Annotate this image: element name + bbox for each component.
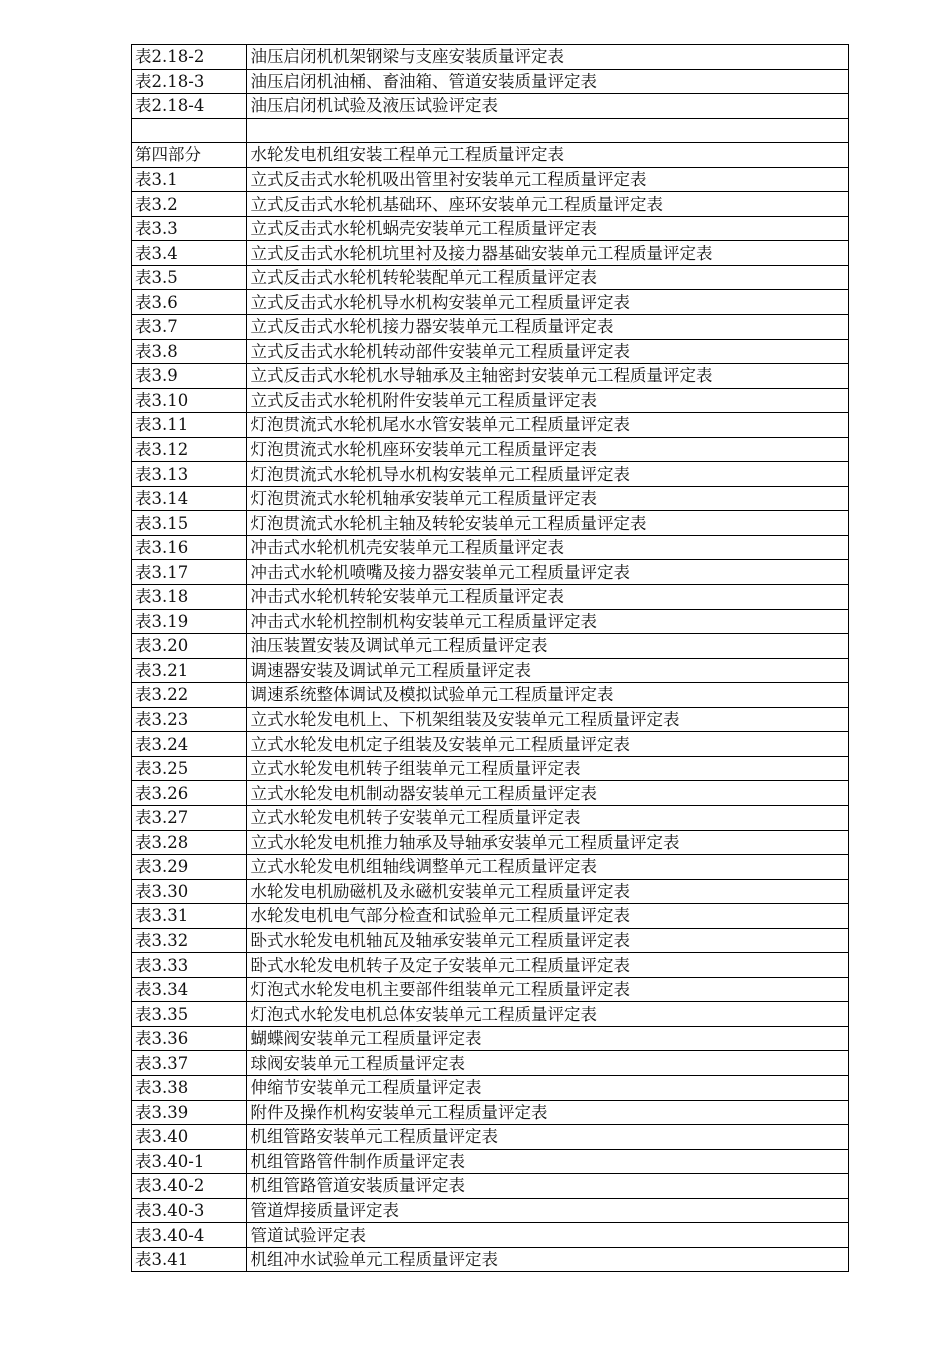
form-code-cell: 表3.20 (132, 634, 246, 659)
form-code-cell: 表3.34 (132, 977, 246, 1002)
form-code-cell: 表3.9 (132, 364, 246, 389)
form-title-cell: 立式水轮发电机转子组装单元工程质量评定表 (246, 756, 848, 781)
table-row (132, 1149, 848, 1174)
form-title-cell: 立式反击式水轮机转动部件安装单元工程质量评定表 (246, 339, 848, 364)
form-title-cell: 油压装置安装及调试单元工程质量评定表 (246, 634, 848, 659)
form-title-cell: 机组管路管件制作质量评定表 (246, 1149, 848, 1174)
table-row (132, 904, 848, 929)
form-title-cell: 灯泡贯流式水轮机主轴及转轮安装单元工程质量评定表 (246, 511, 848, 536)
table-row (132, 388, 848, 413)
form-code-cell: 表3.29 (132, 855, 246, 880)
table-row (132, 609, 848, 634)
form-title-cell: 立式反击式水轮机接力器安装单元工程质量评定表 (246, 315, 848, 340)
form-title-cell: 管道试验评定表 (246, 1223, 848, 1248)
table-row (132, 241, 848, 266)
table-row (132, 805, 848, 830)
form-title-cell: 伸缩节安装单元工程质量评定表 (246, 1075, 848, 1100)
table-row (132, 143, 848, 168)
form-code-cell: 表3.40-1 (132, 1149, 246, 1174)
form-code-cell: 表3.38 (132, 1075, 246, 1100)
form-title-cell: 立式水轮发电机定子组装及安装单元工程质量评定表 (246, 732, 848, 757)
table-row (132, 830, 848, 855)
form-code-cell: 表2.18-2 (132, 45, 246, 69)
form-code-cell: 表3.16 (132, 535, 246, 560)
table-row (132, 69, 848, 94)
form-code-cell: 表3.3 (132, 216, 246, 241)
table-row (132, 585, 848, 610)
table-row (132, 658, 848, 683)
table-row (132, 315, 848, 340)
form-code-cell: 表3.36 (132, 1026, 246, 1051)
form-title-cell: 立式反击式水轮机吸出管里衬安装单元工程质量评定表 (246, 167, 848, 192)
form-title-cell: 立式反击式水轮机基础环、座环安装单元工程质量评定表 (246, 192, 848, 217)
table-row (132, 94, 848, 119)
table-row (132, 1002, 848, 1027)
table-row (132, 707, 848, 732)
form-title-cell: 立式反击式水轮机转轮装配单元工程质量评定表 (246, 265, 848, 290)
table-row (132, 339, 848, 364)
form-code-cell: 表3.26 (132, 781, 246, 806)
form-code-cell: 表3.4 (132, 241, 246, 266)
form-title-cell: 灯泡式水轮发电机总体安装单元工程质量评定表 (246, 1002, 848, 1027)
table-row (132, 953, 848, 978)
form-title-cell: 立式反击式水轮机蜗壳安装单元工程质量评定表 (246, 216, 848, 241)
form-code-cell: 表3.14 (132, 486, 246, 511)
form-code-cell: 第四部分 (132, 143, 246, 168)
form-title-cell: 立式水轮发电机转子安装单元工程质量评定表 (246, 805, 848, 830)
form-title-cell: 调速器安装及调试单元工程质量评定表 (246, 658, 848, 683)
table-row (132, 1247, 848, 1271)
form-code-cell: 表3.27 (132, 805, 246, 830)
form-code-cell: 表3.22 (132, 683, 246, 708)
table-row (132, 781, 848, 806)
form-code-cell: 表3.2 (132, 192, 246, 217)
form-code-cell: 表3.15 (132, 511, 246, 536)
form-code-cell: 表3.13 (132, 462, 246, 487)
table-row (132, 1198, 848, 1223)
table-row (132, 855, 848, 880)
form-code-cell: 表3.30 (132, 879, 246, 904)
table-row (132, 1125, 848, 1150)
form-code-cell: 表3.28 (132, 830, 246, 855)
table-row (132, 560, 848, 585)
form-code-cell: 表3.8 (132, 339, 246, 364)
form-code-cell: 表3.35 (132, 1002, 246, 1027)
form-title-cell: 水轮发电机电气部分检查和试验单元工程质量评定表 (246, 904, 848, 929)
table-row (132, 511, 848, 536)
form-title-cell: 油压启闭机油桶、畜油箱、管道安装质量评定表 (246, 69, 848, 94)
table-row (132, 192, 848, 217)
form-code-cell: 表3.37 (132, 1051, 246, 1076)
table-row (132, 413, 848, 438)
form-title-cell: 立式水轮发电机制动器安装单元工程质量评定表 (246, 781, 848, 806)
form-code-cell: 表3.7 (132, 315, 246, 340)
form-code-cell: 表3.5 (132, 265, 246, 290)
table-row (132, 535, 848, 560)
table-row (132, 928, 848, 953)
table-row (132, 634, 848, 659)
form-code-cell: 表3.17 (132, 560, 246, 585)
form-code-cell: 表3.10 (132, 388, 246, 413)
form-code-cell: 表3.12 (132, 437, 246, 462)
form-title-cell: 灯泡贯流式水轮机导水机构安装单元工程质量评定表 (246, 462, 848, 487)
form-title-cell: 立式水轮发电机上、下机架组装及安装单元工程质量评定表 (246, 707, 848, 732)
table-row (132, 437, 848, 462)
form-title-cell: 灯泡贯流式水轮机轴承安装单元工程质量评定表 (246, 486, 848, 511)
form-title-cell: 蝴蝶阀安装单元工程质量评定表 (246, 1026, 848, 1051)
form-title-cell: 立式反击式水轮机附件安装单元工程质量评定表 (246, 388, 848, 413)
table-row (132, 977, 848, 1002)
form-code-cell: 表3.23 (132, 707, 246, 732)
form-code-cell: 表3.40-2 (132, 1174, 246, 1199)
form-code-cell: 表3.39 (132, 1100, 246, 1125)
form-code-cell: 表3.18 (132, 585, 246, 610)
form-title-cell: 立式反击式水轮机导水机构安装单元工程质量评定表 (246, 290, 848, 315)
table-row (132, 732, 848, 757)
form-title-cell: 冲击式水轮机机壳安装单元工程质量评定表 (246, 535, 848, 560)
form-title-cell: 灯泡贯流式水轮机尾水水管安装单元工程质量评定表 (246, 413, 848, 438)
form-code-cell: 表3.11 (132, 413, 246, 438)
form-code-cell: 表3.31 (132, 904, 246, 929)
form-title-cell: 立式水轮发电机推力轴承及导轴承安装单元工程质量评定表 (246, 830, 848, 855)
form-index-table (131, 44, 849, 1272)
form-title-cell: 立式水轮发电机组轴线调整单元工程质量评定表 (246, 855, 848, 880)
table-row (132, 290, 848, 315)
form-title-cell: 水轮发电机励磁机及永磁机安装单元工程质量评定表 (246, 879, 848, 904)
table-row (132, 1026, 848, 1051)
table-row (132, 486, 848, 511)
form-code-cell: 表3.19 (132, 609, 246, 634)
table-row (132, 167, 848, 192)
form-code-cell: 表2.18-4 (132, 94, 246, 119)
table-row (132, 879, 848, 904)
table-row (132, 683, 848, 708)
form-code-cell: 表3.40 (132, 1125, 246, 1150)
form-title-cell (246, 118, 848, 143)
form-title-cell: 卧式水轮发电机转子及定子安装单元工程质量评定表 (246, 953, 848, 978)
form-code-cell: 表3.33 (132, 953, 246, 978)
form-code-cell: 表3.40-3 (132, 1198, 246, 1223)
form-title-cell: 油压启闭机机架钢梁与支座安装质量评定表 (246, 45, 848, 69)
form-title-cell: 管道焊接质量评定表 (246, 1198, 848, 1223)
table-row (132, 216, 848, 241)
form-code-cell: 表3.21 (132, 658, 246, 683)
table-row (132, 364, 848, 389)
form-code-cell: 表3.40-4 (132, 1223, 246, 1248)
form-title-cell: 机组冲水试验单元工程质量评定表 (250, 1250, 498, 1270)
table-row (132, 1075, 848, 1100)
form-title-cell: 调速系统整体调试及模拟试验单元工程质量评定表 (246, 683, 848, 708)
table-body (132, 45, 848, 1271)
table-row (132, 1174, 848, 1199)
table-row (132, 265, 848, 290)
table-row (132, 462, 848, 487)
table-row (132, 1100, 848, 1125)
form-title-cell: 灯泡式水轮发电机主要部件组装单元工程质量评定表 (246, 977, 848, 1002)
table-row (132, 1051, 848, 1076)
form-title-cell: 油压启闭机试验及液压试验评定表 (246, 94, 848, 119)
form-title-cell: 冲击式水轮机转轮安装单元工程质量评定表 (246, 585, 848, 610)
table-row (132, 118, 848, 143)
form-code-cell: 表3.24 (132, 732, 246, 757)
form-title-cell: 灯泡贯流式水轮机座环安装单元工程质量评定表 (246, 437, 848, 462)
table-row (132, 1223, 848, 1248)
table-row (132, 756, 848, 781)
form-title-cell: 冲击式水轮机控制机构安装单元工程质量评定表 (246, 609, 848, 634)
table-row (132, 45, 848, 69)
form-code-cell: 表3.25 (132, 756, 246, 781)
form-code-cell: 表3.41 (132, 1247, 246, 1271)
form-code-cell: 表3.32 (132, 928, 246, 953)
form-title-cell: 冲击式水轮机喷嘴及接力器安装单元工程质量评定表 (246, 560, 848, 585)
form-code-cell: 表3.1 (132, 167, 246, 192)
form-title-cell: 球阀安装单元工程质量评定表 (246, 1051, 848, 1076)
form-title-cell: 立式反击式水轮机坑里衬及接力器基础安装单元工程质量评定表 (246, 241, 848, 266)
form-title-cell: 机组管路管道安装质量评定表 (246, 1174, 848, 1199)
form-title-cell: 附件及操作机构安装单元工程质量评定表 (246, 1100, 848, 1125)
form-code-cell: 表3.6 (132, 290, 246, 315)
form-title-cell: 水轮发电机组安装工程单元工程质量评定表 (246, 143, 848, 168)
form-title-cell: 机组管路安装单元工程质量评定表 (246, 1125, 848, 1150)
form-title-cell: 立式反击式水轮机水导轴承及主轴密封安装单元工程质量评定表 (246, 364, 848, 389)
index-table (132, 45, 848, 1271)
form-code-cell: 表2.18-3 (132, 69, 246, 94)
form-title-cell: 卧式水轮发电机轴瓦及轴承安装单元工程质量评定表 (246, 928, 848, 953)
form-code-cell (132, 118, 246, 143)
